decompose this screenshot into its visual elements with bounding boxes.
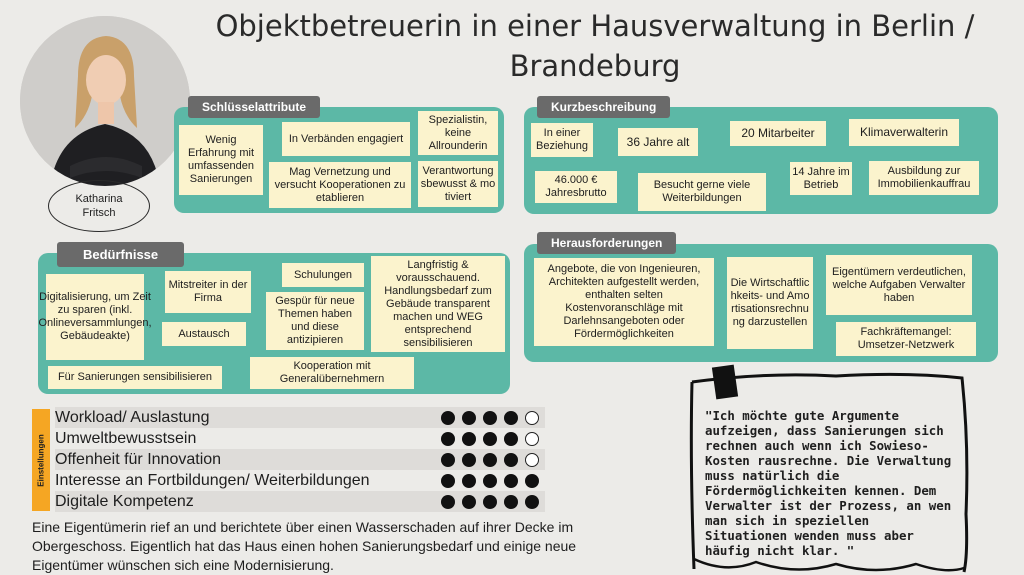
panel-title-beduerfnisse: Bedürfnisse: [57, 242, 184, 267]
persona-name: [48, 180, 150, 232]
rating-dots: [441, 453, 545, 467]
note-schluessel-5: Verantwortungsbewusst & motiviert: [418, 161, 498, 207]
note-schluessel-3: Spezialistin, keine Allrounderin: [418, 111, 498, 155]
rating-dot-filled: [525, 495, 539, 509]
einstellungen-tag: Einstellungen: [32, 409, 50, 511]
rating-dot-filled: [441, 474, 455, 488]
rating-dot-filled: [441, 411, 455, 425]
rating-row: [55, 449, 545, 470]
rating-dot-filled: [483, 453, 497, 467]
note-beduerfnisse-7: Kooperation mit Generalübernehmern: [250, 357, 414, 389]
note-heraus-1: Angebote, die von Ingenieuren, Architekten aufgestellt werden, enthalten selten Kostenvoranschläge mit Darlehnsangeboten oder Fördermöglichkeiten: [534, 258, 714, 346]
rating-dots: [441, 474, 545, 488]
note-heraus-4: Fachkräftemangel: Umsetzer-Netzwerk: [836, 322, 976, 356]
rating-dot-filled: [441, 453, 455, 467]
persona-photo: [20, 16, 190, 186]
rating-dot-filled: [504, 495, 518, 509]
panel-title-schluesselattribute: Schlüsselattribute: [188, 96, 320, 118]
note-beduerfnisse-3: Schulungen: [282, 263, 364, 287]
rating-dot-empty: [525, 411, 539, 425]
rating-dot-empty: [525, 453, 539, 467]
rating-dot-filled: [483, 495, 497, 509]
rating-dots: [441, 495, 545, 509]
rating-dot-filled: [462, 432, 476, 446]
rating-dot-filled: [462, 495, 476, 509]
rating-dot-filled: [441, 432, 455, 446]
rating-label: Interesse an Fortbildungen/ Weiterbildungen: [55, 471, 370, 489]
rating-row: [55, 470, 545, 491]
note-heraus-3: Eigentümern verdeutlichen, welche Aufgaben Verwalter haben: [826, 255, 972, 315]
rating-dot-filled: [483, 432, 497, 446]
rating-row: [55, 491, 545, 512]
note-beduerfnisse-8: Für Sanierungen sensibilisieren: [48, 366, 222, 389]
note-kurz-8: Ausbildung zur Immobilienkauffrau: [869, 161, 979, 195]
note-kurz-6: 46.000 € Jahresbrutto: [535, 171, 617, 203]
rating-dot-filled: [462, 411, 476, 425]
rating-dot-filled: [483, 474, 497, 488]
note-kurz-7: Besucht gerne viele Weiterbildungen: [638, 173, 766, 211]
scenario-text: Eine Eigentümerin rief an und berichtete über einen Wasserschaden auf ihrer Decke im Obergeschoss. Eigentlich hat das Haus einen hohen Sanierungsbedarf und einige neue Eigentümer wünschen sich eine Modernisierung.: [32, 519, 577, 573]
persona-quote: "Ich möchte gute Argumente aufzeigen, dass Sanierungen sich rechnen auch wenn ich Sowieso-Kosten rausrechne. Die Verwaltung muss natürlich die Fördermöglichkeiten kennen. Dem Verwalter ist der Prozess, an wen man sich in speziellen Situationen wenden muss aber häufig nicht klar. ": [705, 408, 952, 558]
rating-dot-filled: [504, 453, 518, 467]
rating-dot-filled: [504, 432, 518, 446]
rating-dot-filled: [504, 474, 518, 488]
note-schluessel-4: Mag Vernetzung und versucht Kooperationen zu etablieren: [269, 162, 411, 208]
panel-title-kurzbeschreibung: Kurzbeschreibung: [537, 96, 670, 118]
rating-dot-filled: [525, 474, 539, 488]
rating-dots: [441, 432, 545, 446]
rating-label: Offenheit für Innovation: [55, 450, 222, 468]
rating-dot-empty: [525, 432, 539, 446]
note-schluessel-1: Wenig Erfahrung mit umfassenden Sanierungen: [179, 125, 263, 195]
note-kurz-3: 20 Mitarbeiter: [730, 121, 826, 146]
persona-name-text: Katharina Fritsch: [75, 193, 123, 219]
note-kurz-2: 36 Jahre alt: [618, 128, 698, 156]
rating-dots: [441, 411, 545, 425]
note-beduerfnisse-2: Mitstreiter in der Firma: [165, 271, 251, 313]
note-kurz-1: In einer Beziehung: [531, 123, 593, 157]
rating-dot-filled: [441, 495, 455, 509]
person-portrait-icon: [20, 16, 190, 186]
rating-label: Workload/ Auslastung: [55, 408, 210, 426]
rating-dot-filled: [504, 411, 518, 425]
note-beduerfnisse-6: Austausch: [162, 322, 246, 346]
note-beduerfnisse-1: Digitalisierung, um Zeit zu sparen (inkl. Onlineversammlungen, Gebäudeakte): [46, 274, 144, 360]
note-schluessel-2: In Verbänden engagiert: [282, 122, 410, 156]
note-heraus-2: Die Wirtschaftlichkeits- und Amortisationsrechnung darzustellen: [727, 257, 813, 349]
rating-dot-filled: [483, 411, 497, 425]
rating-dot-filled: [462, 474, 476, 488]
rating-label: Digitale Kompetenz: [55, 492, 194, 510]
note-kurz-5: 14 Jahre im Betrieb: [790, 162, 852, 195]
page-title: Objektbetreuerin in einer Hausverwaltung in Berlin / Brandeburg: [215, 9, 975, 83]
note-kurz-4: Klimaverwalterin: [849, 119, 959, 146]
panel-title-herausforderungen: Herausforderungen: [537, 232, 676, 254]
rating-label: Umweltbewusstsein: [55, 429, 197, 447]
note-beduerfnisse-5: Gespür für neue Themen haben und diese antizipieren: [266, 292, 364, 350]
einstellungen-ratings: [55, 407, 545, 512]
rating-row: [55, 428, 545, 449]
rating-dot-filled: [462, 453, 476, 467]
rating-row: [55, 407, 545, 428]
note-beduerfnisse-4: Langfristig & vorausschauend. Handlungsbedarf zum Gebäude transparent machen und WEG entsprechend sensibilisieren: [371, 256, 505, 352]
